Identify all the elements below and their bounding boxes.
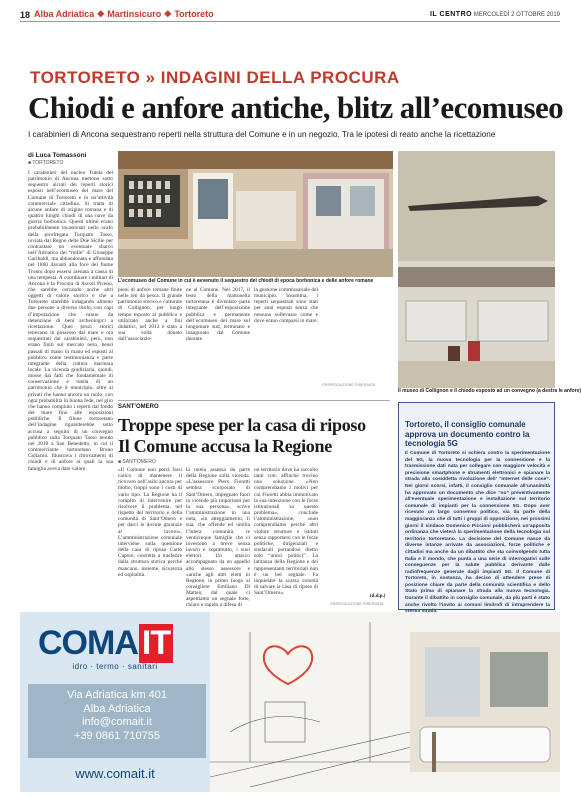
masthead: IL CENTRO (429, 11, 473, 18)
ad-tagline: idro · termo · sanitari (72, 662, 158, 671)
ad-address: Via Adriatica km 401 (66, 689, 168, 701)
sidebar-body: Il Comune di Tortoreto si schiera contro la sperimentazione del 5G, la nuova tecnologia per la connessione e la trasmissione dati nata per collegare con maggiore velocità e precisione smartphone e strumenti elettronici e spianare la strada alla cosiddetta rivoluzione dell’ “Internet delle cose”. Nei giorni scorsi, infatti, il consiglio comunale all’unanimità ha approvato un documento che dice “no” preventivamente all’eventuale sperimentazione e installazione sul territorio comunale di impianti per la connessione 5G. Dopo aver ricevuto un largo consenso politico, sia da parte della maggioranza che di tutti i gruppi di opposizione, nei prossimi giorni il sindaco Domenico Piccioni pubblicherà un’apposita ordinanza che vieterà la sperimentazione della tecnologia sul territorio tortoretano. La decisione del Comune nasce da diverse istanze arrivate da associazioni, forze politiche e cittadini ma anche da un dibattito che sta coinvolgendo tutta Italia e il mondo, che punta a una serie di interrogativi sulle conseguenze per la salute pubblica derivante dalle radiofrequenze generate dagli impianti 5G. Il Comune di Tortoreto, in sostanza, ha deciso di attendere prese di posizione chiare da parte della comunità scientifica e dello Stato prima di spianare la strada alla nuova tecnologia. Durante il dibattito in consiglio comunale, da più parti è stato anche rivolto l’invito ai comuni limitrofi di intraprendere la (405, 451, 550, 608)
ad-website[interactable]: www.comait.it (75, 766, 155, 781)
ad-logo-text: COMA (38, 624, 138, 662)
sidebar-headline: Tortoreto, il consiglio comunale approva un documento contro la tecnologia 5G (405, 420, 530, 449)
dateline: ■ TORTORETO (28, 160, 64, 166)
section-label: Alba Adriatica ❖ Martinsicuro ❖ Tortoreto (34, 9, 214, 19)
main-deck: I carabinieri di Ancona sequestrano reperti nella struttura del Comune e in un negozio. Tra le ipotesi di reato anche la ricettazione (28, 130, 496, 139)
bathroom-sketch-art (210, 612, 560, 792)
second-headline (118, 415, 366, 457)
kicker-place: TORTORETO (30, 68, 141, 87)
article-column-3: ne al Comune. Nel 2017, il testo della mattonella tortoretana è diventato parte integrante dell’esposizione pubblica e permanente dell’ecomuseo del mare sul lungomare sud, terminato e inaugurato dal Comune durante (186, 287, 250, 343)
section-divider (118, 400, 390, 401)
ad-email: info@comait.it (82, 716, 152, 728)
issue-date: MERCOLEDÌ 2 OTTOBRE 2019 (473, 12, 560, 18)
article-column-1: I carabinieri del nucleo Tutela del patrimonio di Ancona mettono sotto sequestro alcuni dei reperti storici esposti nell’ecomuseo del mare del Comune di Tortoreto e in un’attività commerciale cittadina. Si tratta di alcune anfore di origine romana e di quattro lunghi chiodi di una nave da guerra borbonica. Questi ultimi erano probabilmente incastonati nello scafo della pirofregata Torquato Tasso, inviata dal Regno delle Due Sicilie per contrastare un eventuale sbarco nell’Adriatico dei “mille” di Giuseppe Garibaldi, ma abbandonata e affondata nel 1860 davanti alla foce del fiume Tronto dopo essersi arenata a causa di una tempesta. A coordinare i militari di Ancona è la Procura di Ascoli Piceno, che sarebbe cercando anche altri oggetti di valore storico e che a Tortoreto starebbe indagando almeno due persone a diverso titolo, con capi d’imputazione che vanno da detenzione di beni archeologici a ricettazione. Quei pezzi storici tenevano in possesso dal mare e ora sequestrati dai carabinieri, però, non erano finiti sul mercato nero, bensì passati di mano in mano ed esposti al pubblico come testimonianza e parte integrante della cultura marinara locale. La vicenda giudiziaria, quindi, mosse dai fatti che fondamentale di conservazione e tutela di un patrimonio che il municipio, oltre ai privati che hanno ancora un ruolo, con ogni probabilità in buona fede, nel giro che hanno compiuto i reperti dal fondo del mare fino alle esposizioni pubbliche. Il filone tortoretano dell’indagine riguarderebbe sotto accusa a seguito di un convegno pubblico sulla Torquato Tasso tenuto nel 2018 a San Benedetto, in cui il commerciante tortoretano Bruno Collarini. Illustrava i ritrovamenti di chiodi e di anfore ai quali la sua famiglia aveva dato valore. (28, 170, 113, 472)
advertisement (20, 612, 560, 792)
page-header (20, 8, 560, 22)
byline: di Luca Tomassoni (28, 152, 87, 159)
page-number: 18 (20, 9, 31, 20)
copyright-credit: ©RIPRODUZIONE RISERVATA (322, 383, 376, 387)
bathroom-illustration (210, 612, 560, 792)
ad-city: Alba Adriatica (83, 702, 151, 715)
photo2-caption: Il museo di Collignon e il chiodo esposto ad un convegno (a destra le anfore) (398, 388, 581, 394)
second-dateline: ■ SANT’OMERO (118, 459, 156, 465)
second-column-1: «Il Comune non potrà farsi carico di mantenere il ricovero nell’asilo ancora per molto, troppi sono i costi di vario tipo. La Regione ha il compito di intervenire per risolvere il problema, nel rispetto del territorio e della comunità di Sant’Omero e per darci le dovute garanzie al lavoro». L’amministrazione comunale interviene sulla questione della casa di riposo Carlo Caponi, costretta a trasferire dalla struttura storica perché mancano, insieme, sicurezza ed ospitalità. (118, 467, 182, 578)
ad-logo-box: IT (139, 624, 173, 663)
ad-logo (38, 624, 173, 663)
kicker-separator: » (145, 68, 156, 87)
kicker (30, 68, 400, 88)
museum-photo (398, 151, 555, 388)
main-headline: Chiodi e anfore antiche, blitz all’ecomuseo (28, 90, 564, 125)
kicker-topic: INDAGINI DELLA PROCURA (160, 68, 400, 87)
photo1-caption: L’ecomuseo del Comune in cui è avvenuto il sequestro dei chiodi di epoca borbonica e delle anfore romane (118, 278, 374, 284)
second-headline-line-1: Troppe spese per la casa di riposo (118, 415, 366, 435)
ecomuseum-photo (118, 151, 393, 277)
second-copyright-credit: ©RIPRODUZIONE RISERVATA (330, 602, 384, 606)
article-column-2: pieni di anfore romane finite nelle reti da pesca. Il grande patrimonio storico e culturale di Collignon, per lungo tempo esposto al pubblico e utilizzato anche a fini didattici, nel 2013 è stato a sua volta donato dall’associazio- (118, 287, 182, 343)
second-column-2: la tutela assessa da parte della Regione sulla vicenda. «L’assessore Piero Fioretti sembra scorporato di Sant’Omero, impegnato fuori in vicende più importanti per la sua persona», scrive l’amministrazione in una nota, «in atteggiamento, lì sua, che offende ed umilia l’intera comunità, le venticinque famiglie che ci investono a breve senza lavoro e soprattutto, i suoi elettori. Un attacco accompagnato da un appello allo stesso assessore e «anche agli altri eletti in Regione, in primo luogo al consigliere Emiliano Di Matteo, dal quale ci aspettiamo un segnale forte, chiaro e rapido a difesa di (186, 467, 250, 609)
masthead-date (430, 11, 560, 18)
ad-contact-block (28, 684, 206, 758)
second-column-3: un territorio dove ha raccolto tanti voti: affinché trovino una soluzione. «Non comprendiamo i motivi per cui Fioretti abbia immotivato la sua intenzione con le forze istituzionali su questo problema», conclude l’amministrazione, «non comprendiamo perché altri violare strutture e istituti senza rapportarsi con le forze politiche, dirigenziali e sindacali portandosi dietro solo “amici politici”. La latitanza della Regione e dei rappresentanti territoriali non è un bel segnale. Fa inquietare la scarsa volontà di salvare la casa di riposo di Sant’Omero». (254, 467, 318, 597)
second-section-label: SANT’OMERO (118, 404, 159, 410)
ecomuseum-photo-art (118, 151, 393, 277)
article-column-4: la gestione commissariale del municipio. Insomma, i reperti sequestrati sono stati per anni esposti senza che nessuno sollevasse come e dove erano comparsi in mare. (254, 287, 318, 324)
ad-phone: +39 0861 710755 (74, 729, 160, 742)
ad-panel (20, 612, 210, 792)
author-signature: (d.d.p.) (370, 594, 386, 599)
museum-photo-art (398, 151, 555, 388)
second-headline-line-2: Il Comune accusa la Regione (118, 436, 332, 456)
